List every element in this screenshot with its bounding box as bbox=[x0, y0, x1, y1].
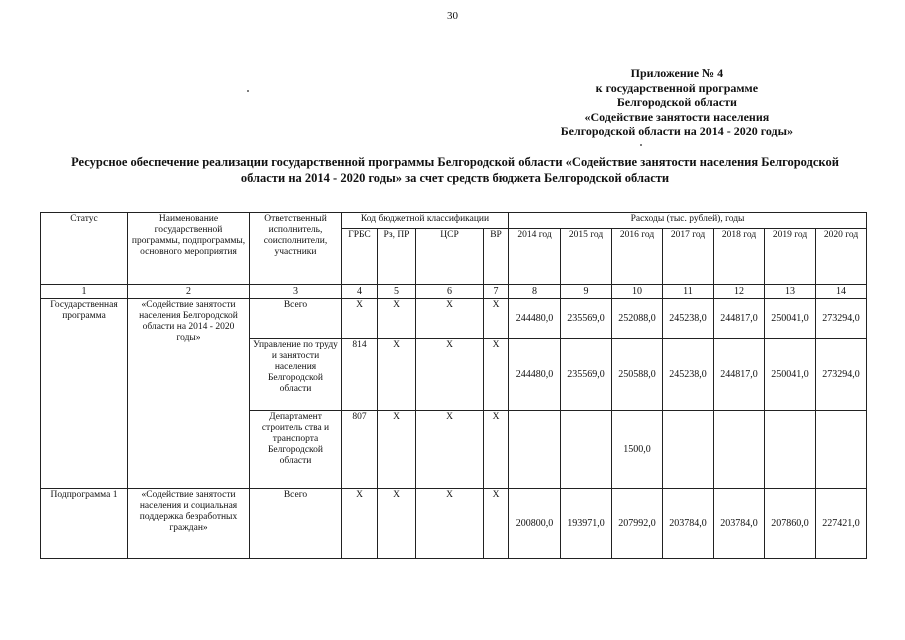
value-cell bbox=[561, 411, 612, 489]
value-cell: 244817,0 bbox=[714, 339, 765, 411]
header-vr: ВР bbox=[484, 229, 509, 285]
value-cell: 245238,0 bbox=[663, 339, 714, 411]
grbs-cell: 814 bbox=[342, 339, 378, 411]
value-cell: 235569,0 bbox=[561, 299, 612, 339]
scan-speck bbox=[640, 144, 642, 146]
header-status: Статус bbox=[41, 213, 128, 285]
document-title bbox=[40, 154, 870, 186]
column-number-row bbox=[41, 285, 867, 299]
grbs-cell: Х bbox=[342, 299, 378, 339]
appendix-line: Приложение № 4 bbox=[630, 66, 724, 80]
csr-cell: Х bbox=[416, 489, 484, 559]
value-cell: 207992,0 bbox=[612, 489, 663, 559]
header-expenses: Расходы (тыс. рублей), годы bbox=[509, 213, 867, 229]
value-cell: 273294,0 bbox=[816, 339, 867, 411]
value-cell: 250041,0 bbox=[765, 299, 816, 339]
header-grbs: ГРБС bbox=[342, 229, 378, 285]
value-cell bbox=[765, 411, 816, 489]
value-cell: 207860,0 bbox=[765, 489, 816, 559]
resource-table bbox=[40, 212, 867, 559]
value-cell bbox=[816, 411, 867, 489]
header-year: 2015 год bbox=[561, 229, 612, 285]
rz-pr-cell: Х bbox=[378, 339, 416, 411]
column-number: 13 bbox=[765, 285, 816, 299]
header-csr: ЦСР bbox=[416, 229, 484, 285]
vr-cell: Х bbox=[484, 339, 509, 411]
column-number: 10 bbox=[612, 285, 663, 299]
appendix-header bbox=[561, 66, 793, 139]
value-cell: 273294,0 bbox=[816, 299, 867, 339]
table-row bbox=[41, 299, 867, 339]
column-number: 1 bbox=[41, 285, 128, 299]
vr-cell: Х bbox=[484, 411, 509, 489]
column-number: 2 bbox=[128, 285, 250, 299]
scan-speck bbox=[247, 90, 249, 92]
value-cell: 203784,0 bbox=[714, 489, 765, 559]
header-year: 2016 год bbox=[612, 229, 663, 285]
header-rz-pr: Рз, ПР bbox=[378, 229, 416, 285]
table-row bbox=[41, 489, 867, 559]
column-number: 8 bbox=[509, 285, 561, 299]
column-number: 11 bbox=[663, 285, 714, 299]
rz-pr-cell: Х bbox=[378, 299, 416, 339]
executor-cell: Управление по труду и занятости населения Белгородской области bbox=[250, 339, 342, 411]
value-cell: 200800,0 bbox=[509, 489, 561, 559]
title-line: области на 2014 - 2020 годы» за счет средств бюджета Белгородской области bbox=[240, 171, 670, 185]
executor-cell: Департамент строитель ства и транспорта Белгородской области bbox=[250, 411, 342, 489]
csr-cell: Х bbox=[416, 299, 484, 339]
header-name: Наименование государственной программы, подпрограммы, основного мероприятия bbox=[128, 213, 250, 285]
grbs-cell: Х bbox=[342, 489, 378, 559]
column-number: 14 bbox=[816, 285, 867, 299]
column-number: 3 bbox=[250, 285, 342, 299]
appendix-line: Белгородской области bbox=[616, 95, 737, 109]
program-name-cell: «Содействие занятости населения Белгородской области на 2014 - 2020 годы» bbox=[128, 299, 250, 489]
value-cell: 1500,0 bbox=[612, 411, 663, 489]
appendix-line: «Содействие занятости населения bbox=[584, 109, 770, 124]
header-year: 2017 год bbox=[663, 229, 714, 285]
value-cell: 244817,0 bbox=[714, 299, 765, 339]
status-cell: Подпрограмма 1 bbox=[41, 489, 128, 559]
rz-pr-cell: Х bbox=[378, 489, 416, 559]
header-year: 2020 год bbox=[816, 229, 867, 285]
column-number: 12 bbox=[714, 285, 765, 299]
csr-cell: Х bbox=[416, 411, 484, 489]
rz-pr-cell: Х bbox=[378, 411, 416, 489]
page-number: 30 bbox=[447, 10, 458, 22]
value-cell: 244480,0 bbox=[509, 339, 561, 411]
vr-cell: Х bbox=[484, 299, 509, 339]
executor-cell: Всего bbox=[250, 489, 342, 559]
value-cell: 252088,0 bbox=[612, 299, 663, 339]
csr-cell: Х bbox=[416, 339, 484, 411]
appendix-line: Белгородской области на 2014 - 2020 годы» bbox=[560, 124, 793, 138]
value-cell bbox=[663, 411, 714, 489]
executor-cell: Всего bbox=[250, 299, 342, 339]
value-cell: 245238,0 bbox=[663, 299, 714, 339]
status-cell: Государственная программа bbox=[41, 299, 128, 489]
column-number: 7 bbox=[484, 285, 509, 299]
appendix-line: к государственной программе bbox=[595, 80, 759, 95]
grbs-cell: 807 bbox=[342, 411, 378, 489]
title-line: Ресурсное обеспечение реализации государственной программы Белгородской области «Содействие занятости населения Белгородской bbox=[71, 155, 839, 169]
value-cell bbox=[509, 411, 561, 489]
header-year: 2018 год bbox=[714, 229, 765, 285]
value-cell: 203784,0 bbox=[663, 489, 714, 559]
value-cell bbox=[714, 411, 765, 489]
header-executor: Ответственный исполнитель, соисполнители, участники bbox=[250, 213, 342, 285]
vr-cell: Х bbox=[484, 489, 509, 559]
value-cell: 244480,0 bbox=[509, 299, 561, 339]
column-number: 5 bbox=[378, 285, 416, 299]
value-cell: 227421,0 bbox=[816, 489, 867, 559]
value-cell: 193971,0 bbox=[561, 489, 612, 559]
column-number: 9 bbox=[561, 285, 612, 299]
header-year: 2019 год bbox=[765, 229, 816, 285]
column-number: 4 bbox=[342, 285, 378, 299]
header-year: 2014 год bbox=[509, 229, 561, 285]
header-budget-code: Код бюджетной классификации bbox=[342, 213, 509, 229]
column-number: 6 bbox=[416, 285, 484, 299]
program-name-cell: «Содействие занятости населения и социальная поддержка безработных граждан» bbox=[128, 489, 250, 559]
value-cell: 250588,0 bbox=[612, 339, 663, 411]
value-cell: 250041,0 bbox=[765, 339, 816, 411]
value-cell: 235569,0 bbox=[561, 339, 612, 411]
